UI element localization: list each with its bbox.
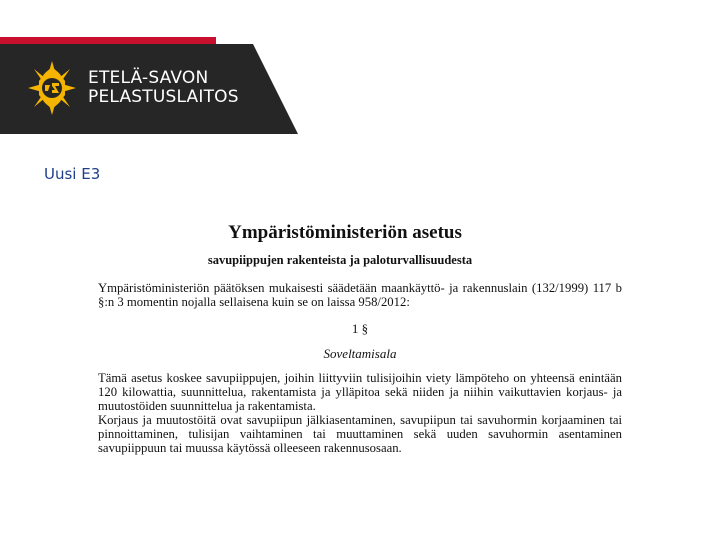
document-paragraph-1: Tämä asetus koskee savupiippujen, joihin liittyviin tulisijoihin viety lämpöteho on yhteensä enintään 120 kilowattia, suunnittelua, rakentamista ja ylläpitoa sekä niiden ja niihin vaikuttavien korjaus- ja muutostöiden suunnittelua ja rakentamista. [98,371,622,413]
document-paragraph-2: Korjaus ja muutostöitä ovat savupiipun jälkiasentaminen, savupiipun tai savuhormin korjaaminen tai pinnoittaminen, tulisijan vaihtaminen tai muuttaminen sekä uuden savuhormin asentaminen savupiippuun tai muussa käytössä olleeseen rakennusosaan. [98,413,622,455]
section-title: Soveltamisala [323,346,397,361]
accent-stripe [0,37,216,44]
document-preamble: Ympäristöministeriön päätöksen mukaisesti säädetään maankäyttö- ja rakennuslain (132/1999) 117 b §:n 3 momentin nojalla sellaisena kuin se on laissa 958/2012: [98,281,622,309]
scanned-document [90,222,630,455]
slide-title: Uusi E3 [44,165,101,183]
document-title: Ympäristöministeriön asetus [228,222,462,243]
document-subtitle: savupiippujen rakenteista ja paloturvallisuudesta [207,253,473,267]
org-name-line-2: PELASTUSLAITOS [88,87,239,107]
section-number: 1 § [351,321,369,336]
org-name-line-1: ETELÄ-SAVON [88,68,209,88]
organization-name [88,69,239,107]
rescue-star-logo-icon [28,61,76,115]
